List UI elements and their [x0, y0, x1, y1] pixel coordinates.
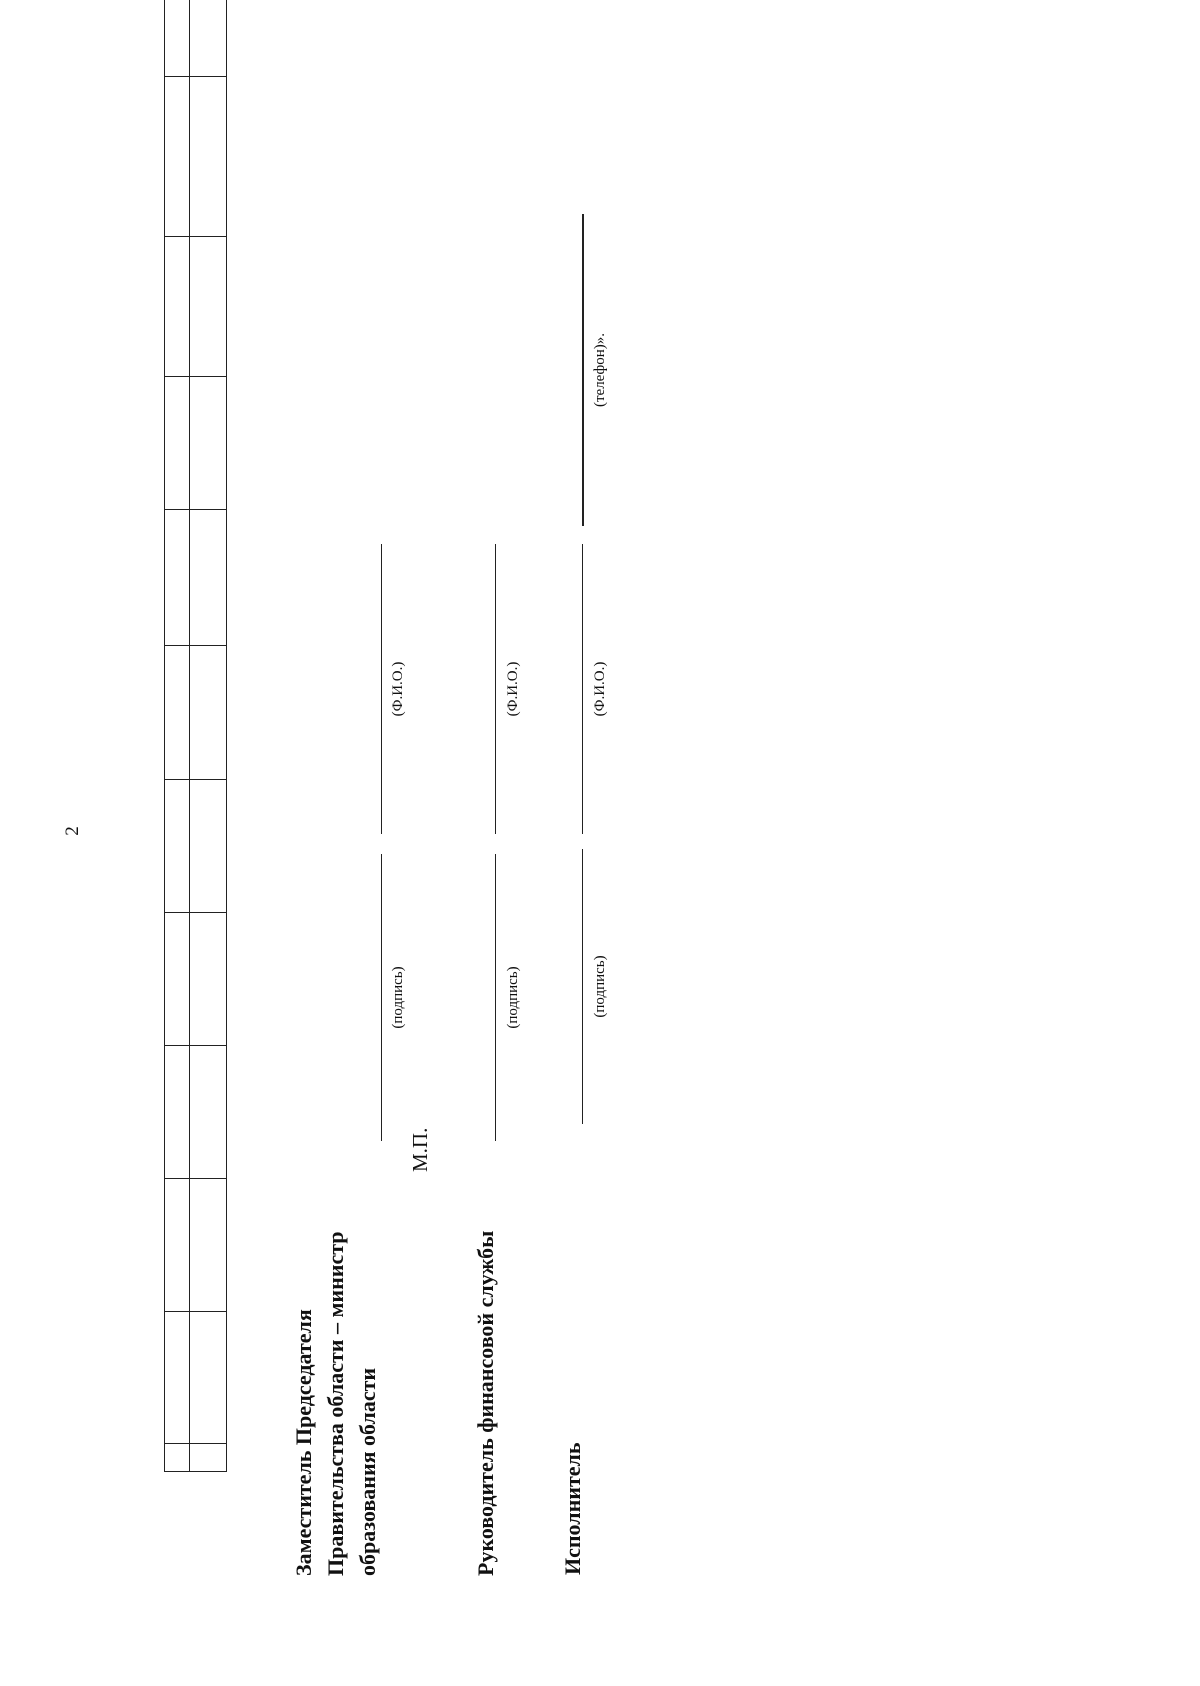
- data-table: [164, 0, 227, 1472]
- table-row: [190, 0, 227, 1472]
- table-cell: [165, 377, 190, 510]
- finance-signature-line: [495, 854, 496, 1141]
- table-cell: [190, 377, 227, 510]
- table-cell: [190, 1179, 227, 1312]
- table-cell: [165, 1312, 190, 1444]
- executor-name-line: [582, 544, 583, 834]
- executor-signature-line: [582, 849, 583, 1124]
- deputy-signature-line: [381, 854, 382, 1141]
- table-cell: [165, 780, 190, 913]
- table-cell: [165, 237, 190, 377]
- table-cell: [190, 646, 227, 780]
- table-cell: [190, 1312, 227, 1444]
- finance-signature-caption: (подпись): [505, 966, 521, 1029]
- deputy-title: [288, 1231, 384, 1576]
- table-cell: [190, 913, 227, 1046]
- executor-name-caption: (Ф.И.О.): [592, 661, 608, 717]
- executor-signature-caption: (подпись): [592, 955, 608, 1018]
- finance-head-title: Руководитель финансовой службы: [473, 1230, 498, 1576]
- table-cell: [190, 237, 227, 377]
- finance-name-line: [495, 544, 496, 834]
- executor-phone-line: [582, 214, 584, 526]
- table-row: [165, 0, 190, 1472]
- table-cell: [190, 510, 227, 646]
- table-cell: [165, 0, 190, 77]
- stamp-mark: М.П.: [408, 1127, 432, 1172]
- table-cell: [165, 913, 190, 1046]
- deputy-title-line: образования области: [355, 1367, 380, 1576]
- deputy-signature-caption: (подпись): [390, 966, 406, 1029]
- deputy-name-caption: (Ф.И.О.): [390, 661, 406, 717]
- table-cell: [165, 77, 190, 237]
- executor-title: Исполнитель: [560, 1442, 585, 1575]
- table-body: [165, 0, 227, 1472]
- table-cell: [165, 510, 190, 646]
- finance-name-caption: (Ф.И.О.): [505, 661, 521, 717]
- table-cell: [190, 77, 227, 237]
- deputy-title-line: Правительства области – министр: [323, 1231, 348, 1576]
- table-cell: [165, 1179, 190, 1312]
- table-cell: [190, 1046, 227, 1179]
- deputy-title-line: Заместитель Председателя: [291, 1309, 316, 1576]
- table-cell: [165, 1046, 190, 1179]
- page-number: 2: [62, 826, 83, 836]
- table-cell: [165, 1444, 190, 1472]
- deputy-name-line: [381, 544, 382, 834]
- table-cell: [190, 1444, 227, 1472]
- executor-phone-caption: (телефон)».: [592, 332, 608, 408]
- table-cell: [165, 646, 190, 780]
- table-cell: [190, 780, 227, 913]
- table-cell: [190, 0, 227, 77]
